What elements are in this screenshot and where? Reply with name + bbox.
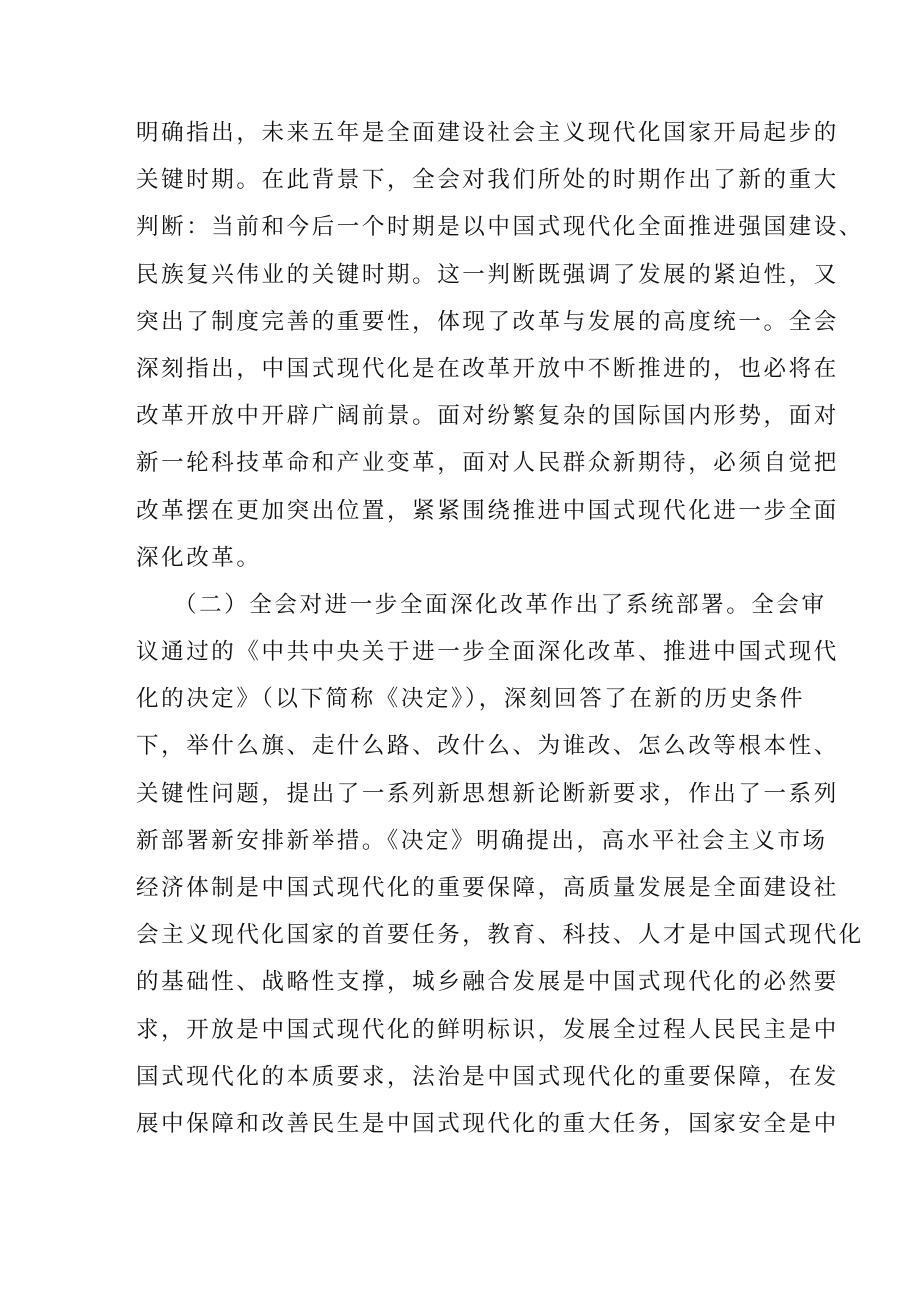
body-text xyxy=(136,110,864,1148)
text-line: 深刻指出，中国式现代化是在改革开放中不断推进的，也必将在 xyxy=(136,355,839,382)
text-line: 突出了制度完善的重要性，体现了改革与发展的高度统一。全会 xyxy=(136,308,839,335)
text-line: 判断：当前和今后一个时期是以中国式现代化全面推进强国建设、 xyxy=(136,214,864,241)
text-line: 下，举什么旗、走什么路、改什么、为谁改、怎么改等根本性、 xyxy=(136,733,839,760)
text-line: 新一轮科技革命和产业变革，面对人民群众新期待，必须自觉把 xyxy=(136,450,839,477)
text-line: 的基础性、战略性支撑，城乡融合发展是中国式现代化的必然要 xyxy=(136,969,839,996)
text-line: 会主义现代化国家的首要任务，教育、科技、人才是中国式现代化 xyxy=(136,922,864,949)
text-line: 改革开放中开辟广阔前景。面对纷繁复杂的国际国内形势，面对 xyxy=(136,403,839,430)
text-line: 民族复兴伟业的关键时期。这一判断既强调了发展的紧迫性，又 xyxy=(136,261,839,288)
text-line: 明确指出，未来五年是全面建设社会主义现代化国家开局起步的 xyxy=(136,120,839,146)
text-line: 求，开放是中国式现代化的鲜明标识，发展全过程人民民主是中 xyxy=(136,1016,839,1043)
text-line: 国式现代化的本质要求，法治是中国式现代化的重要保障，在发 xyxy=(136,1063,839,1090)
text-line: 展中保障和改善民生是中国式现代化的重大任务，国家安全是中 xyxy=(136,1110,839,1137)
text-line: 议通过的《中共中央关于进一步全面深化改革、推进中国式现代 xyxy=(136,639,839,666)
text-line: 经济体制是中国式现代化的重要保障，高质量发展是全面建设社 xyxy=(136,875,839,901)
text-line: 化的决定》（以下简称《决定》），深刻回答了在新的历史条件 xyxy=(136,686,806,713)
text-line: 改革摆在更加突出位置，紧紧围绕推进中国式现代化进一步全面 xyxy=(136,497,839,524)
text-line: 新部署新安排新举措。《决定》明确提出，高水平社会主义市场 xyxy=(136,827,828,854)
section-heading-line: （二）全会对进一步全面深化改革作出了系统部署。全会审 xyxy=(174,591,827,618)
text-line: 关键时期。在此背景下，全会对我们所处的时期作出了新的重大 xyxy=(136,167,839,194)
text-line: 关键性问题，提出了一系列新思想新论断新要求，作出了一系列 xyxy=(136,780,839,807)
text-line: 深化改革。 xyxy=(136,544,262,571)
